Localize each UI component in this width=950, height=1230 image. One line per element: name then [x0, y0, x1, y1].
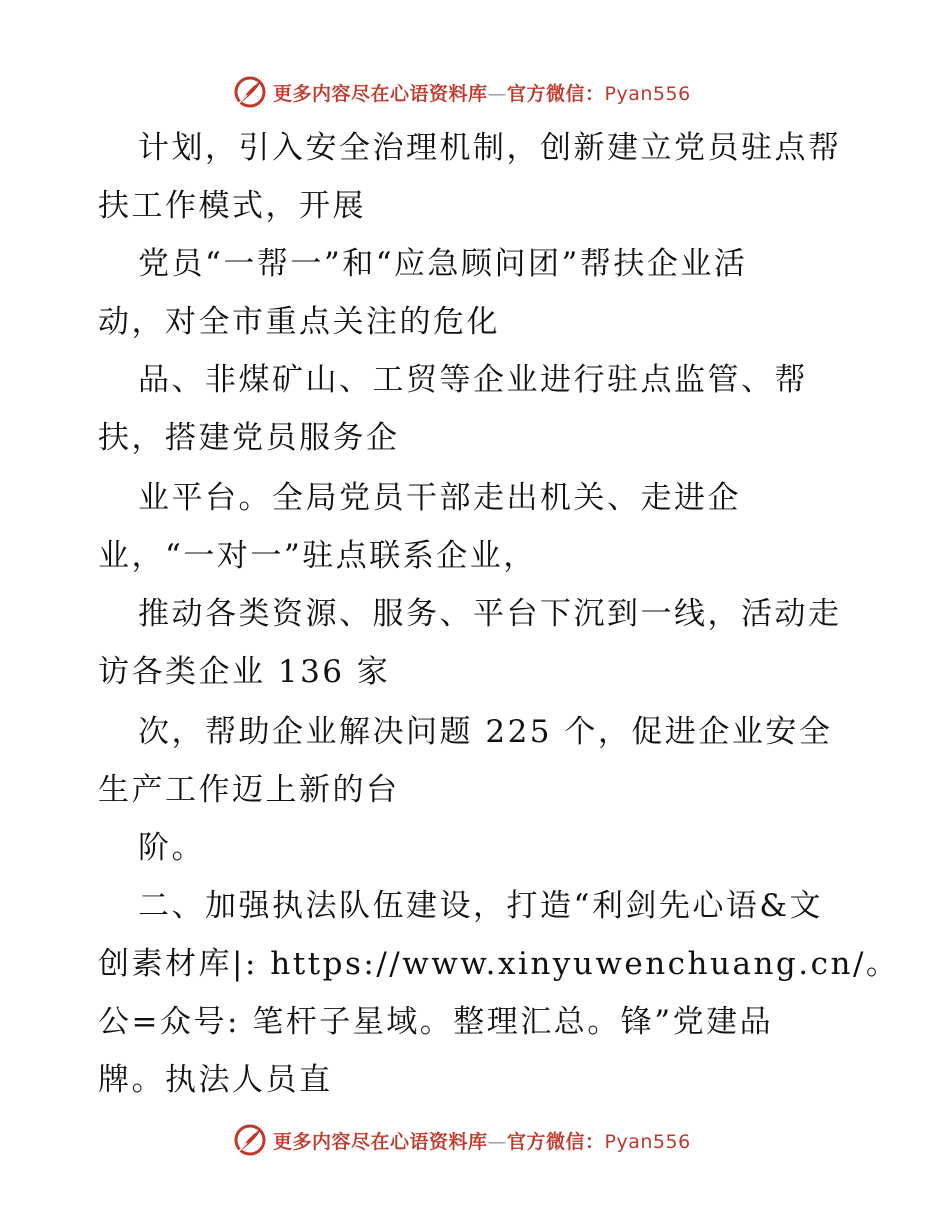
text-line: 品、非煤矿山、工贸等企业进行驻点监管、帮 — [138, 362, 808, 398]
text-line: 阶。 — [138, 830, 205, 866]
text-line: 扶工作模式，开展 — [98, 188, 366, 224]
watermark-text — [273, 1127, 691, 1154]
text-line: 计划，引入安全治理机制，创新建立党员驻点帮 — [138, 130, 842, 166]
text-line: 业平台。全局党员干部走出机关、走进企 — [138, 480, 741, 516]
text-line: 访各类企业 136 家 — [98, 654, 391, 690]
watermark-wechat-label: 官方微信： — [507, 1130, 605, 1153]
text-line: 公=众号: 笔杆子星域。整理汇总。锋”党建品 — [98, 1004, 774, 1040]
watermark-wechat-label: 官方微信： — [507, 82, 605, 105]
watermark-separator: — — [487, 82, 508, 105]
feather-quill-icon — [233, 1123, 267, 1157]
watermark-separator: — — [487, 1130, 508, 1153]
text-line: 党员“一帮一”和“应急顾问团”帮扶企业活 — [138, 246, 748, 282]
watermark-brand: 更多内容尽在心语资料库 — [273, 1130, 488, 1153]
text-line: 生产工作迈上新的台 — [98, 772, 400, 808]
text-line: 二、加强执法队伍建设，打造“利剑先心语&文 — [138, 888, 823, 924]
watermark-wechat-id: Pyan556 — [604, 82, 691, 105]
watermark-wechat-id: Pyan556 — [604, 1130, 691, 1153]
text-line: 创素材库|: https://www.xinyuwenchuang.cn/。 — [98, 946, 900, 982]
watermark-brand: 更多内容尽在心语资料库 — [273, 82, 488, 105]
text-line: 牌。执法人员直 — [98, 1062, 333, 1098]
text-line: 动，对全市重点关注的危化 — [98, 304, 500, 340]
text-line: 次，帮助企业解决问题 225 个，促进企业安全 — [138, 714, 833, 750]
text-line: 业，“一对一”驻点联系企业， — [98, 538, 537, 574]
text-line: 扶，搭建党员服务企 — [98, 420, 400, 456]
text-line: 推动各类资源、服务、平台下沉到一线，活动走 — [138, 596, 842, 632]
footer-watermark — [233, 1120, 753, 1160]
